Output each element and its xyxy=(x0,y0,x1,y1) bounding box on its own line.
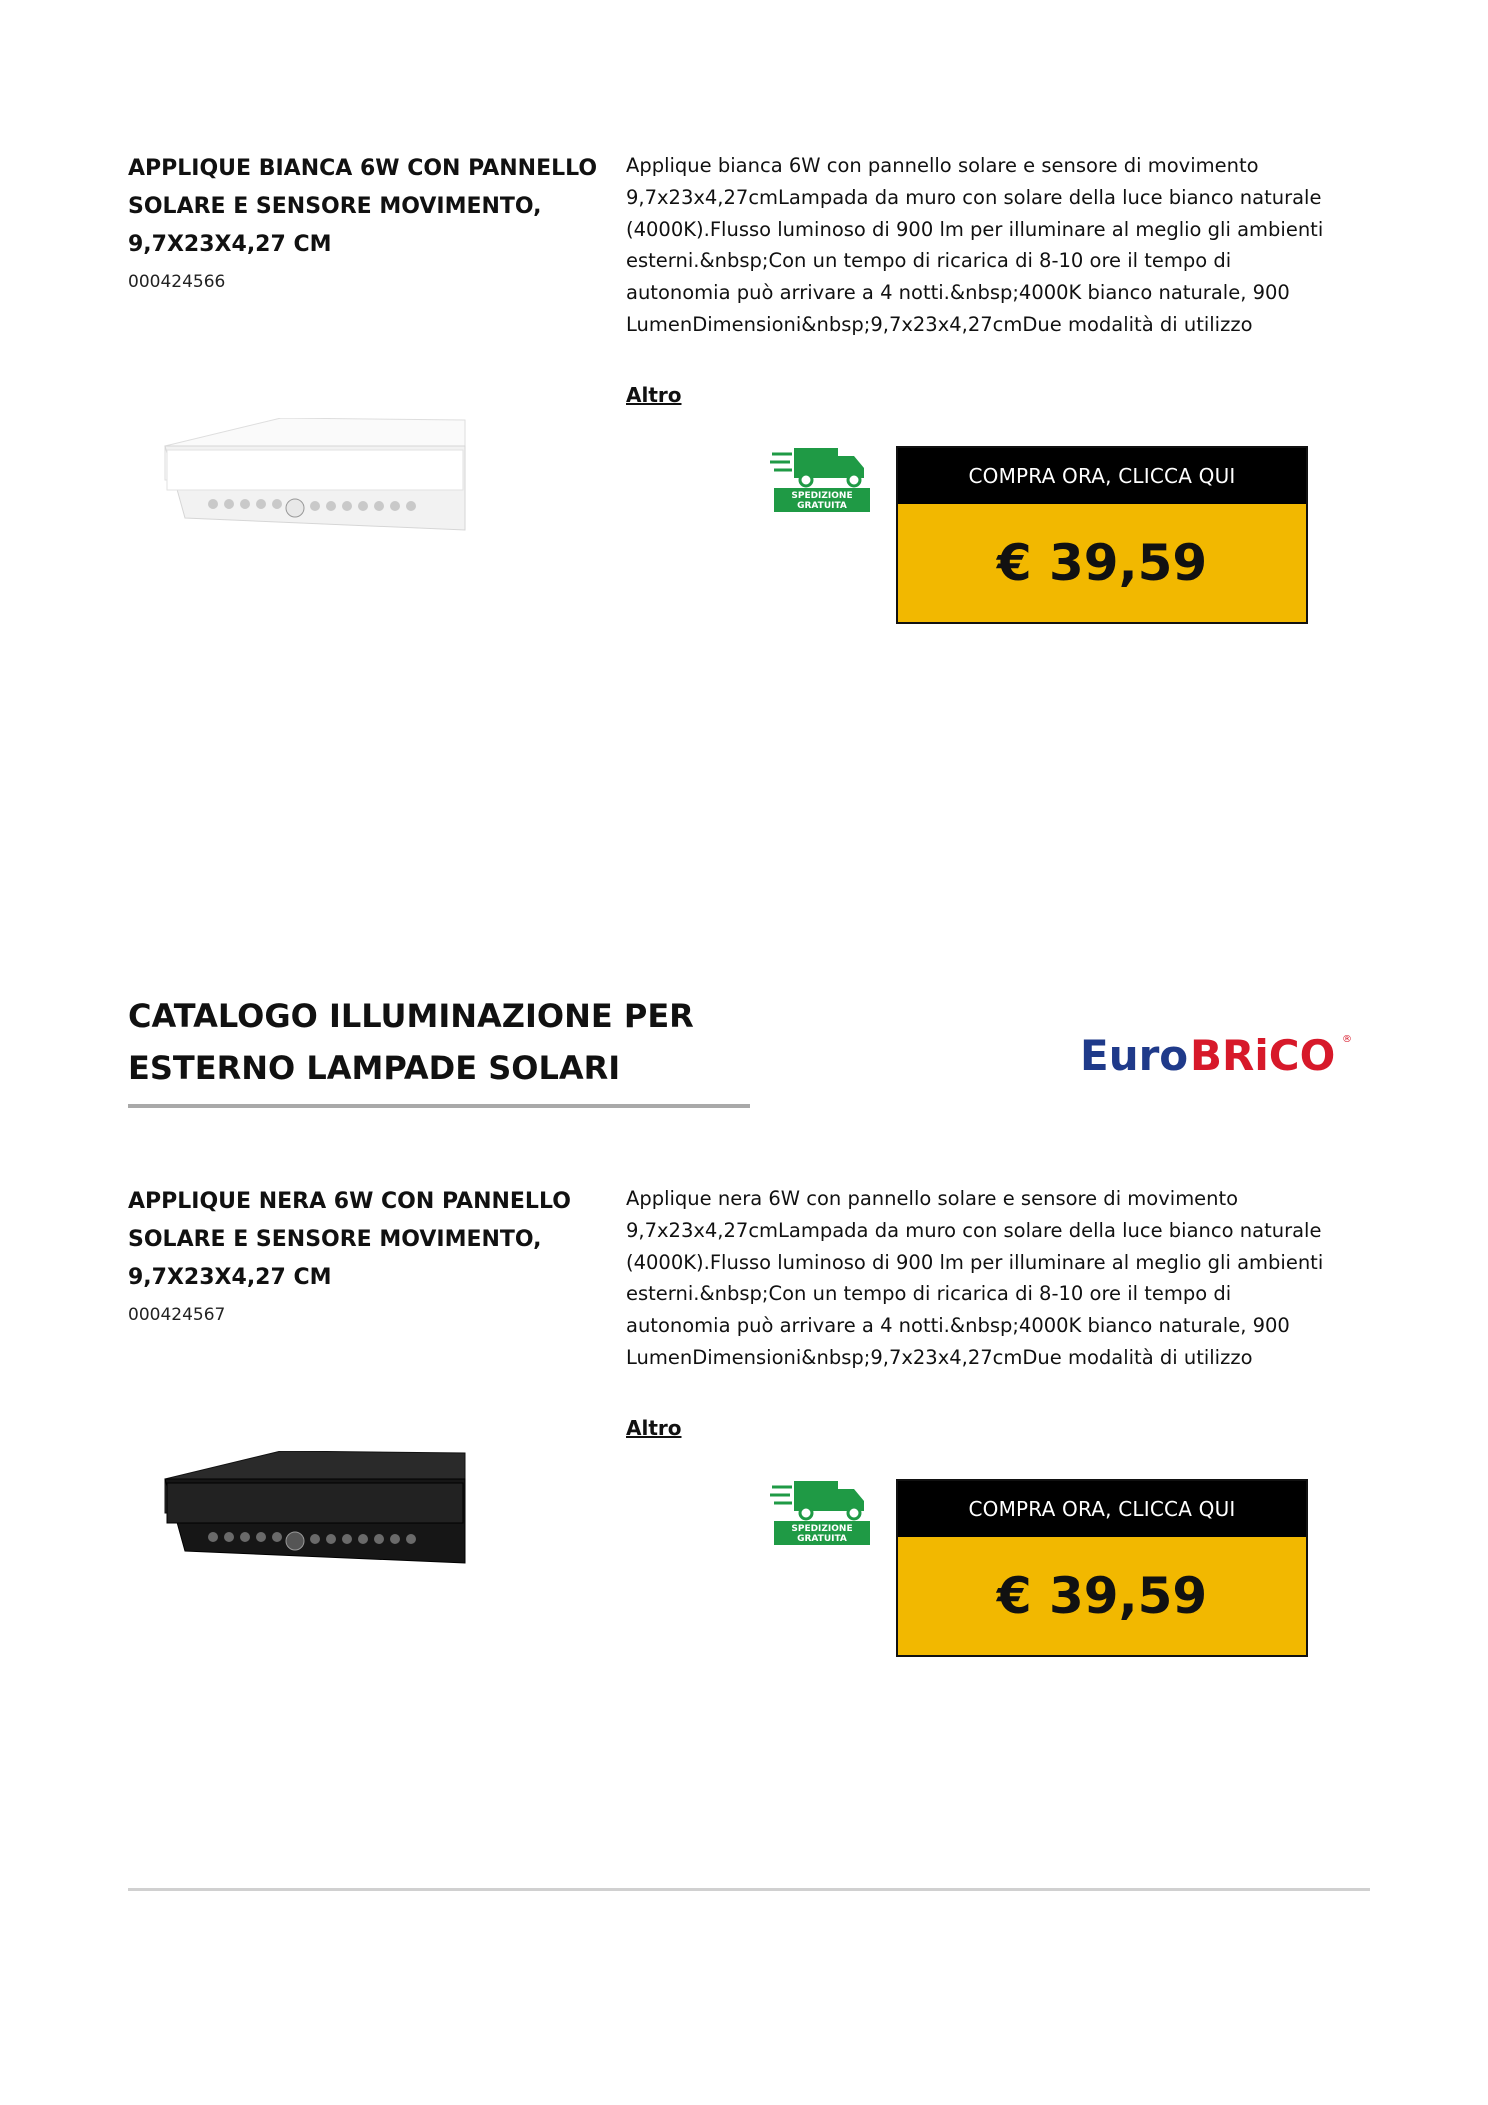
price: € 39,59 xyxy=(996,1567,1208,1625)
badge-text-line1: SPEDIZIONE xyxy=(791,491,853,501)
svg-text:Euro: Euro xyxy=(1080,1031,1189,1078)
product-sku: 000424566 xyxy=(128,272,226,292)
more-link[interactable]: Altro xyxy=(626,383,682,407)
buy-label: COMPRA ORA, CLICCA QUI xyxy=(898,448,1306,504)
eurobrico-logo xyxy=(1080,1028,1352,1078)
badge-text-line2: GRATUITA xyxy=(797,501,847,511)
price: € 39,59 xyxy=(996,534,1208,592)
svg-text:®: ® xyxy=(1342,1034,1352,1045)
section-divider xyxy=(128,1104,750,1108)
section-title: CATALOGO ILLUMINAZIONE PER ESTERNO LAMPADE SOLARI xyxy=(128,997,694,1087)
product-sku: 000424567 xyxy=(128,1305,226,1325)
product-title: APPLIQUE BIANCA 6W CON PANNELLO SOLARE E SENSORE MOVIMENTO, 9,7X23X4,27 CM xyxy=(128,156,598,257)
badge-text-line1: SPEDIZIONE xyxy=(791,1524,853,1534)
product-title: APPLIQUE NERA 6W CON PANNELLO SOLARE E SENSORE MOVIMENTO, 9,7X23X4,27 CM xyxy=(128,1189,571,1290)
product-description: Applique nera 6W con pannello solare e sensore di movimento 9,7x23x4,27cmLampada da muro con solare della luce bianco naturale (4000K).Flusso luminoso di 900 lm per illuminare al meglio gli ambienti esterni.&nbsp;Con un tempo di ricarica di 8-10 ore il tempo di autonomia può arrivare a 4 notti.&nbsp;4000K bianco naturale, 900 LumenDimensioni&nbsp;9,7x23x4,27cmDue modalità di utilizzo xyxy=(626,1187,1324,1369)
svg-text:BRiCO: BRiCO xyxy=(1190,1031,1336,1078)
free-shipping-icon xyxy=(770,1475,872,1547)
badge-text-line2: GRATUITA xyxy=(797,1534,847,1544)
product-image xyxy=(155,418,475,558)
product-image xyxy=(155,1451,475,1591)
buy-label: COMPRA ORA, CLICCA QUI xyxy=(898,1481,1306,1537)
footer-divider xyxy=(128,1888,1370,1891)
free-shipping-icon xyxy=(770,442,872,514)
buy-button[interactable] xyxy=(896,1479,1308,1657)
product-description: Applique bianca 6W con pannello solare e sensore di movimento 9,7x23x4,27cmLampada da muro con solare della luce bianco naturale (4000K).Flusso luminoso di 900 lm per illuminare al meglio gli ambienti esterni.&nbsp;Con un tempo di ricarica di 8-10 ore il tempo di autonomia può arrivare a 4 notti.&nbsp;4000K bianco naturale, 900 LumenDimensioni&nbsp;9,7x23x4,27cmDue modalità di utilizzo xyxy=(626,154,1324,336)
buy-button[interactable] xyxy=(896,446,1308,624)
more-link[interactable]: Altro xyxy=(626,1416,682,1440)
